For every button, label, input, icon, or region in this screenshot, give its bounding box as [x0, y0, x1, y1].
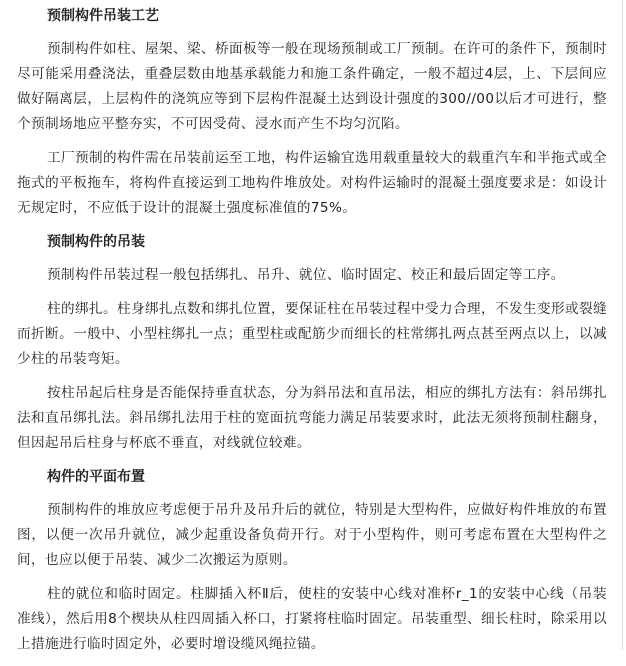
paragraph: 柱的绑扎。柱身绑扎点数和绑扎位置，要保证柱在吊装过程中受力合理，不发生变形或裂缝而折断。一般中、小型柱绑扎一点；重型柱或配筋少而细长的柱常绑扎两点甚至两点以上，以减少柱的吊装弯矩。 — [17, 301, 607, 367]
section-heading: 预制构件吊装工艺 — [47, 8, 159, 24]
paragraph: 柱的就位和临时固定。柱脚插入杯Ⅱ后，使柱的安装中心线对准杯r_1的安装中心线（吊装准线），然后用8个楔块从柱四周插入杯口，打紧将柱临时固定。吊装重型、细长柱时，除采用以上措施进行临时固定外，必要时增设缆风绳拉锚。 — [17, 586, 607, 652]
section-heading: 预制构件的吊装 — [47, 234, 145, 250]
paragraph: 按柱吊起后柱身是否能保持垂直状态，分为斜吊法和直吊法，相应的绑扎方法有：斜吊绑扎法和直吊绑扎法。斜吊绑扎法用于柱的宽面抗弯能力满足吊装要求时，此法无须将预制柱翻身，但因起吊后柱身与杯底不垂直，对线就位较难。 — [17, 385, 607, 451]
paragraph: 预制构件吊装过程一般包括绑扎、吊升、就位、临时固定、校正和最后固定等工序。 — [47, 267, 565, 283]
section-heading: 构件的平面布置 — [47, 469, 145, 485]
page-edge-divider — [622, 0, 623, 650]
paragraph: 预制构件如柱、屋架、梁、桥面板等一般在现场预制或工厂预制。在许可的条件下，预制时尽可能采用叠浇法，重叠层数由地基承载能力和施工条件确定，一般不超过4层，上、下层间应做好隔离层，上层构件的浇筑应等到下层构件混凝土达到设计强度的300//00以后才可进行，整个预制场地应平整夯实，不可因受荷、浸水而产生不均匀沉陷。 — [17, 41, 607, 132]
paragraph: 工厂预制的构件需在吊装前运至工地，构件运输宜选用载重量较大的载重汽车和半拖式或全拖式的平板拖车，将构件直接运到工地构件堆放处。对构件运输时的混凝土强度要求是：如设计无规定时，不应低于设计的混凝土强度标准值的75%。 — [17, 150, 607, 216]
paragraph: 预制构件的堆放应考虑便于吊升及吊升后的就位，特别是大型构件，应做好构件堆放的布置图，以便一次吊升就位，减少起重设备负荷开行。对于小型构件，则可考虑布置在大型构件之间，也应以便于吊装、减少二次搬运为原则。 — [17, 502, 607, 568]
document-body — [17, 4, 607, 666]
